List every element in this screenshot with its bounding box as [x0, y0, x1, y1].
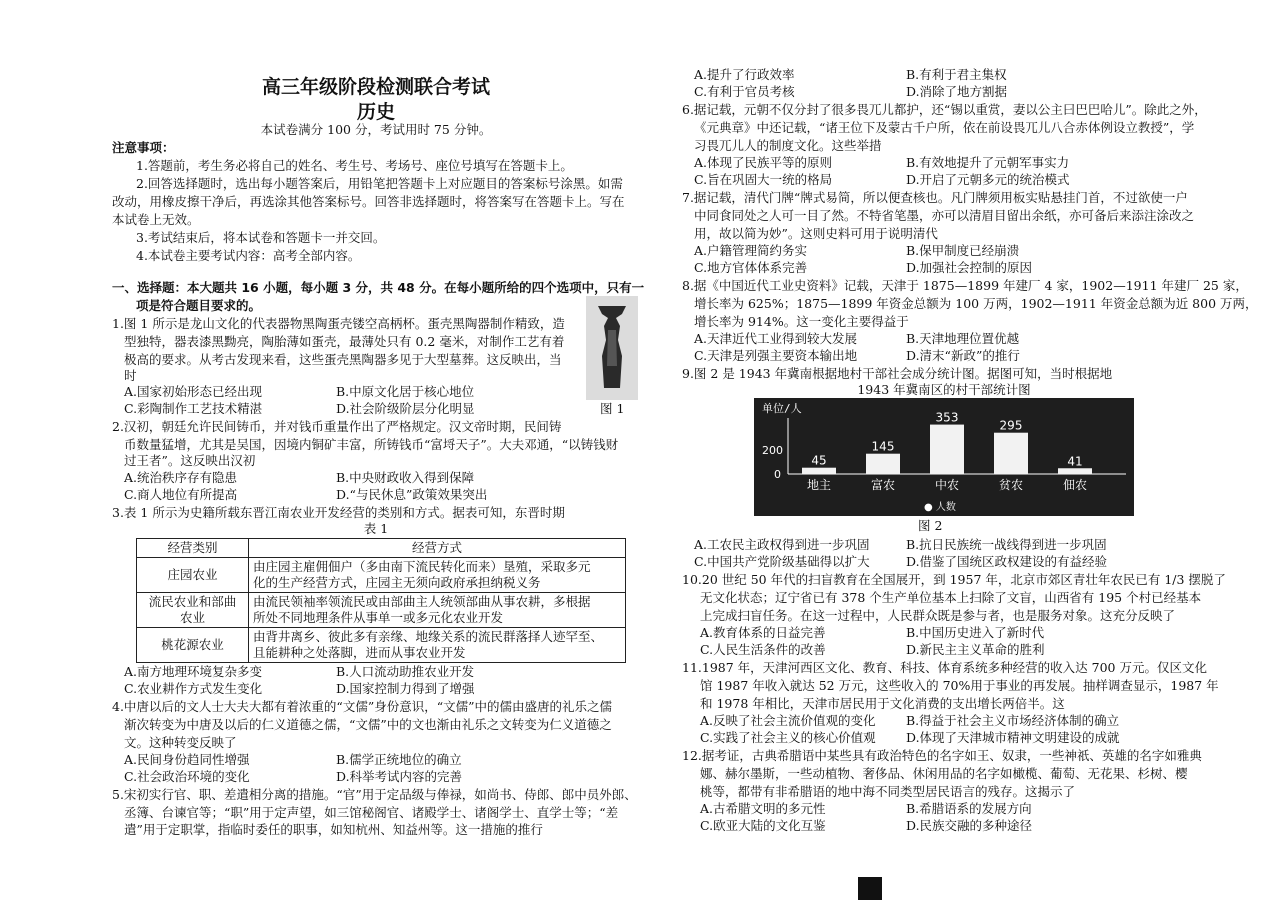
table-row	[137, 593, 626, 628]
q11-option-c: C.实践了社会主义的核心价值观	[700, 730, 876, 745]
q5-option-a: A.提升了行政效率	[694, 67, 795, 82]
exam-info: 本试卷满分 100 分，考试用时 75 分钟。	[260, 122, 492, 137]
q8-option-b: B.天津地理位置优越	[906, 331, 1020, 346]
q1-stem-1: 1.图 1 所示是龙山文化的代表器物黑陶蛋壳镂空高柄杯。蛋壳黑陶器制作精致，造	[112, 316, 565, 331]
section-heading-cont: 项是符合题目要求的。	[136, 298, 262, 313]
q4-stem-2: 渐次转变为中唐及以后的仁义道德之儒，“文儒”中的文也渐由礼乐之文转变为仁义道德之	[124, 717, 612, 732]
q6-option-c: C.旨在巩固大一统的格局	[694, 172, 833, 187]
table-1-title: 表 1	[363, 521, 389, 536]
table-row	[137, 558, 626, 593]
table-cell-category: 桃花源农业	[137, 628, 249, 663]
q10-option-a: A.教育体系的日益完善	[700, 625, 826, 640]
q8-option-a: A.天津近代工业得到较大发展	[694, 331, 858, 346]
q6-option-b: B.有效地提升了元朝军事实力	[906, 155, 1070, 170]
chart-title: 1943 年冀南区的村干部统计图	[857, 382, 1031, 397]
figure-2-chart	[754, 398, 1134, 516]
q4-stem-1: 4.中唐以后的文人士大夫大都有着浓重的“文儒”身份意识，“文儒”中的儒由盛唐的礼乐之儒	[112, 699, 612, 714]
q12-option-a: A.古希腊文明的多元性	[700, 801, 826, 816]
table-cell-way-line: 由庄园主雇佣佃户（多由南下流民转化而来）垦殖，采取多元	[253, 559, 591, 574]
chart-ytick-200: 200	[762, 444, 783, 457]
q5-option-d: D.消除了地方割据	[906, 84, 1008, 99]
q3-stem: 3.表 1 所示为史籍所载东晋江南农业开发经营的类别和方式。据表可知，东晋时期	[112, 505, 565, 520]
q1-stem-3: 极高的要求。从考古发现来看，这些蛋壳黑陶器多见于大型墓葬。这反映出，当	[124, 352, 562, 367]
note-2-cont: 改动，用橡皮擦干净后，再选涂其他答案标号。回答非选择题时，将答案写在答题卡上。写在	[112, 194, 625, 209]
q9-option-d: D.借鉴了国统区政权建设的有益经验	[906, 554, 1108, 569]
q10-stem-3: 上完成扫盲任务。在这一过程中，人民群众既是参与者，也是服务对象。这充分反映了	[700, 608, 1176, 623]
q5-stem-2: 丞簿、台谏官等；“职”用于定声望，如三馆秘阁官、诸殿学士、诸阁学士、直学士等；“差	[124, 805, 619, 820]
chart-bar-0	[802, 468, 836, 474]
q1-option-c: C.彩陶制作工艺技术精湛	[124, 401, 263, 416]
chart-svg	[754, 398, 1134, 516]
chart-category-label-0: 地主	[806, 478, 832, 492]
figure-2-caption: 图 2	[918, 518, 943, 533]
notes-heading: 注意事项：	[112, 140, 175, 155]
chart-category-label-2: 中农	[934, 478, 960, 492]
q4-option-a: A.民间身份趋同性增强	[124, 752, 250, 767]
q5-option-b: B.有利于君主集权	[906, 67, 1007, 82]
q10-option-c: C.人民生活条件的改善	[700, 642, 826, 657]
q7-stem-1: 7.据记载，清代门牌“牌式易简，所以便查核也。凡门牌须用板实贴悬挂门首，不过欲使一户	[682, 190, 1188, 205]
table-header-way: 经营方式	[249, 539, 626, 558]
q7-option-b: B.保甲制度已经崩溃	[906, 243, 1020, 258]
q11-option-a: A.反映了社会主流价值观的变化	[700, 713, 876, 728]
chart-ytick-0: 0	[774, 468, 781, 481]
q2-option-c: C.商人地位有所提高	[124, 487, 238, 502]
q6-option-a: A.体现了民族平等的原则	[694, 155, 833, 170]
note-3: 3.考试结束后，将本试卷和答题卡一并交回。	[136, 230, 386, 245]
exam-title: 高三年级阶段检测联合考试	[261, 76, 490, 98]
q12-stem-2: 娜、赫尔墨斯，一些动植物、奢侈品、休闲用品的名字如橄榄、葡萄、无花果、杉树、樱	[700, 766, 1188, 781]
q2-stem-1: 2.汉初，朝廷允许民间铸币，并对钱币重量作出了严格规定。汉文帝时期，民间铸	[112, 419, 562, 434]
chart-value-label-0: 45	[811, 453, 827, 468]
q3-option-d: D.国家控制力得到了增强	[336, 681, 475, 696]
table-1	[136, 538, 626, 663]
q8-option-c: C.天津是列强主要资本输出地	[694, 348, 858, 363]
q9-stem: 9.图 2 是 1943 年冀南根据地村干部社会成分统计图。据图可知，当时根据地	[682, 366, 1113, 381]
q4-option-c: C.社会政治环境的变化	[124, 769, 250, 784]
page-marker	[858, 877, 882, 900]
note-2-end: 本试卷上无效。	[112, 212, 200, 227]
q12-stem-1: 12.据考证，古典希腊语中某些具有政治特色的名字如王、奴隶，一些神祇、英雄的名字如雅典	[682, 748, 1202, 763]
table-cell-way	[249, 558, 626, 593]
q10-stem-2: 无文化状态；辽宁省已有 378 个生产单位基本上扫除了文盲，山西省有 195 个村已经基本	[700, 590, 1202, 605]
q2-option-d: D.“与民休息”政策效果突出	[336, 487, 488, 502]
q3-option-a: A.南方地理环境复杂多变	[124, 664, 263, 679]
q6-stem-2: 《元典章》中还记载，“诸王位下及蒙古千户所，依在前设畏兀儿八合赤体例设立教授”，学	[694, 120, 1195, 135]
q12-option-c: C.欧亚大陆的文化互鉴	[700, 818, 826, 833]
q7-option-a: A.户籍管理简约务实	[694, 243, 808, 258]
q2-stem-3: 过王者”。这反映出汉初	[124, 453, 256, 468]
q5-stem-3: 遣”用于定职掌，指临时委任的职事，如知杭州、知益州等。这一措施的推行	[124, 822, 543, 837]
q4-option-d: D.科举考试内容的完善	[336, 769, 463, 784]
q4-option-b: B.儒学正统地位的确立	[336, 752, 462, 767]
chart-bar-3	[994, 433, 1028, 474]
note-1: 1.答题前，考生务必将自己的姓名、考生号、考场号、座位号填写在答题卡上。	[136, 158, 573, 173]
q10-stem-1: 10.20 世纪 50 年代的扫盲教育在全国展开，到 1957 年，北京市郊区青壮年农民已有 1/3 摆脱了	[682, 572, 1226, 587]
q10-option-b: B.中国历史进入了新时代	[906, 625, 1045, 640]
q10-option-d: D.新民主主义革命的胜利	[906, 642, 1045, 657]
q11-stem-3: 和 1978 年相比，天津市居民用于文化消费的支出增长两倍半。这	[700, 696, 1065, 711]
q7-option-c: C.地方官体体系完善	[694, 260, 808, 275]
chart-bar-1	[866, 454, 900, 474]
q7-stem-3: 用，故以简为妙”。这则史料可用于说明清代	[694, 226, 938, 241]
chart-bar-4	[1058, 468, 1092, 474]
chart-bar-2	[930, 425, 964, 474]
figure-1-caption: 图 1	[600, 401, 625, 416]
table-cell-way-line: 且能耕种之处落脚，进而从事农业开发	[253, 645, 466, 660]
q9-option-c: C.中国共产党阶级基础得以扩大	[694, 554, 870, 569]
q2-option-a: A.统治秩序存有隐患	[124, 470, 238, 485]
chart-ylabel: 单位/人	[762, 402, 802, 415]
q7-stem-2: 中同食同处之人可一目了然。不特省笔墨，亦可以清眉目留出余纸，亦可备后来添注涂改之	[694, 208, 1195, 223]
table-row	[137, 628, 626, 663]
q6-stem-1: 6.据记载，元朝不仅分封了很多畏兀儿都护，还“锡以重赏，妻以公主曰巴巴哈儿”。除此之外，	[682, 102, 1207, 117]
table-cell-way-line: 由背井离乡、彼此多有亲缘、地缘关系的流民群落择人迹罕至、	[253, 629, 604, 644]
table-cell-way-line: 由流民领袖率领流民或由部曲主人统领部曲从事农耕，多根据	[253, 594, 591, 609]
chart-value-label-3: 295	[999, 418, 1023, 433]
q4-stem-3: 文。这种转变反映了	[124, 735, 237, 750]
table-header-row	[137, 539, 626, 558]
q11-option-b: B.得益于社会主义市场经济体制的确立	[906, 713, 1120, 728]
q8-stem-3: 增长率为 914%。这一变化主要得益于	[694, 314, 909, 329]
note-4: 4.本试卷主要考试内容：高考全部内容。	[136, 248, 361, 263]
subject-title: 历史	[356, 101, 395, 123]
chart-category-label-1: 富农	[870, 478, 896, 492]
chart-value-label-1: 145	[871, 439, 895, 454]
table-cell-way	[249, 593, 626, 628]
q6-stem-3: 习畏兀儿人的制度文化。这些举措	[694, 138, 882, 153]
q11-option-d: D.体现了天津城市精神文明建设的成就	[906, 730, 1120, 745]
chart-value-label-2: 353	[935, 410, 959, 425]
q1-option-b: B.中原文化居于核心地位	[336, 384, 475, 399]
q6-option-d: D.开启了元朝多元的统治模式	[906, 172, 1070, 187]
note-2: 2.回答选择题时，选出每小题答案后，用铅笔把答题卡上对应题目的答案标号涂黑。如需	[136, 176, 623, 191]
chart-bars	[802, 411, 1092, 492]
q1-option-d: D.社会阶级阶层分化明显	[336, 401, 475, 416]
q8-stem-1: 8.据《中国近代工业史资料》记载，天津于 1875—1899 年建厂 4 家，1902—1911 年建厂 25 家，	[682, 278, 1248, 293]
q1-stem-2: 型独特，器表漆黑黝亮，陶胎薄如蛋壳，最薄处只有 0.2 毫米，对制作工艺有着	[124, 334, 565, 349]
table-cell-category-line: 流民农业和部曲	[148, 594, 237, 609]
table-cell-way	[249, 628, 626, 663]
q2-stem-2: 币数量猛增，尤其是吴国，因境内铜矿丰富，所铸钱币“富埒天子”。大夫邓通，“以铸钱财	[124, 437, 619, 452]
q3-option-b: B.人口流动助推农业开发	[336, 664, 475, 679]
q1-option-a: A.国家初始形态已经出现	[124, 384, 263, 399]
q5-option-c: C.有利于官员考核	[694, 84, 795, 99]
chart-legend: ● 人数	[924, 502, 956, 513]
table-cell-way-line: 所处不同地理条件从事单一或多元化农业开发	[253, 610, 504, 625]
chart-value-label-4: 41	[1067, 454, 1083, 469]
q1-stem-4: 时	[124, 368, 137, 383]
table-header-category: 经营类别	[137, 539, 249, 558]
q2-option-b: B.中央财政收入得到保障	[336, 470, 475, 485]
q7-option-d: D.加强社会控制的原因	[906, 260, 1033, 275]
section-heading: 一、选择题：本大题共 16 小题，每小题 3 分，共 48 分。在每小题所给的四个选项中，只有一	[112, 280, 645, 295]
q8-stem-2: 增长率为 625%；1875—1899 年资金总额为 100 万两，1902—1911 年资金总额为近 800 万两，	[694, 296, 1258, 311]
chart-category-label-3: 贫农	[998, 478, 1024, 492]
q12-option-d: D.民族交融的多种途径	[906, 818, 1033, 833]
q12-option-b: B.希腊语系的发展方向	[906, 801, 1032, 816]
q3-option-c: C.农业耕作方式发生变化	[124, 681, 263, 696]
table-cell-category: 庄园农业	[137, 558, 249, 593]
table-cell-category-line: 农业	[179, 610, 205, 625]
vase-figure	[586, 296, 638, 400]
table-cell-category	[137, 593, 249, 628]
chart-category-label-4: 佃农	[1062, 478, 1088, 492]
table-cell-way-line: 化的生产经营方式，庄园主无须向政府承担纳税义务	[253, 575, 541, 590]
q8-option-d: D.清末“新政”的推行	[906, 348, 1020, 363]
q11-stem-2: 馆 1987 年收入就达 52 万元，这些收入的 70%用于事业的再发展。抽样调查显示，1987 年	[700, 678, 1219, 693]
q5-stem-1: 5.宋初实行官、职、差遣相分离的措施。“官”用于定品级与俸禄，如尚书、侍郎、郎中员外郎、	[112, 787, 637, 802]
q9-option-a: A.工农民主政权得到进一步巩固	[694, 537, 870, 552]
q11-stem-1: 11.1987 年，天津河西区文化、教育、科技、体育系统多种经营的收入达 700 万元。仅区文化	[682, 660, 1207, 675]
q9-option-b: B.抗日民族统一战线得到进一步巩固	[906, 537, 1107, 552]
q12-stem-3: 桃等，都带有非希腊语的地中海不同类型居民语言的残存。这揭示了	[700, 784, 1076, 799]
